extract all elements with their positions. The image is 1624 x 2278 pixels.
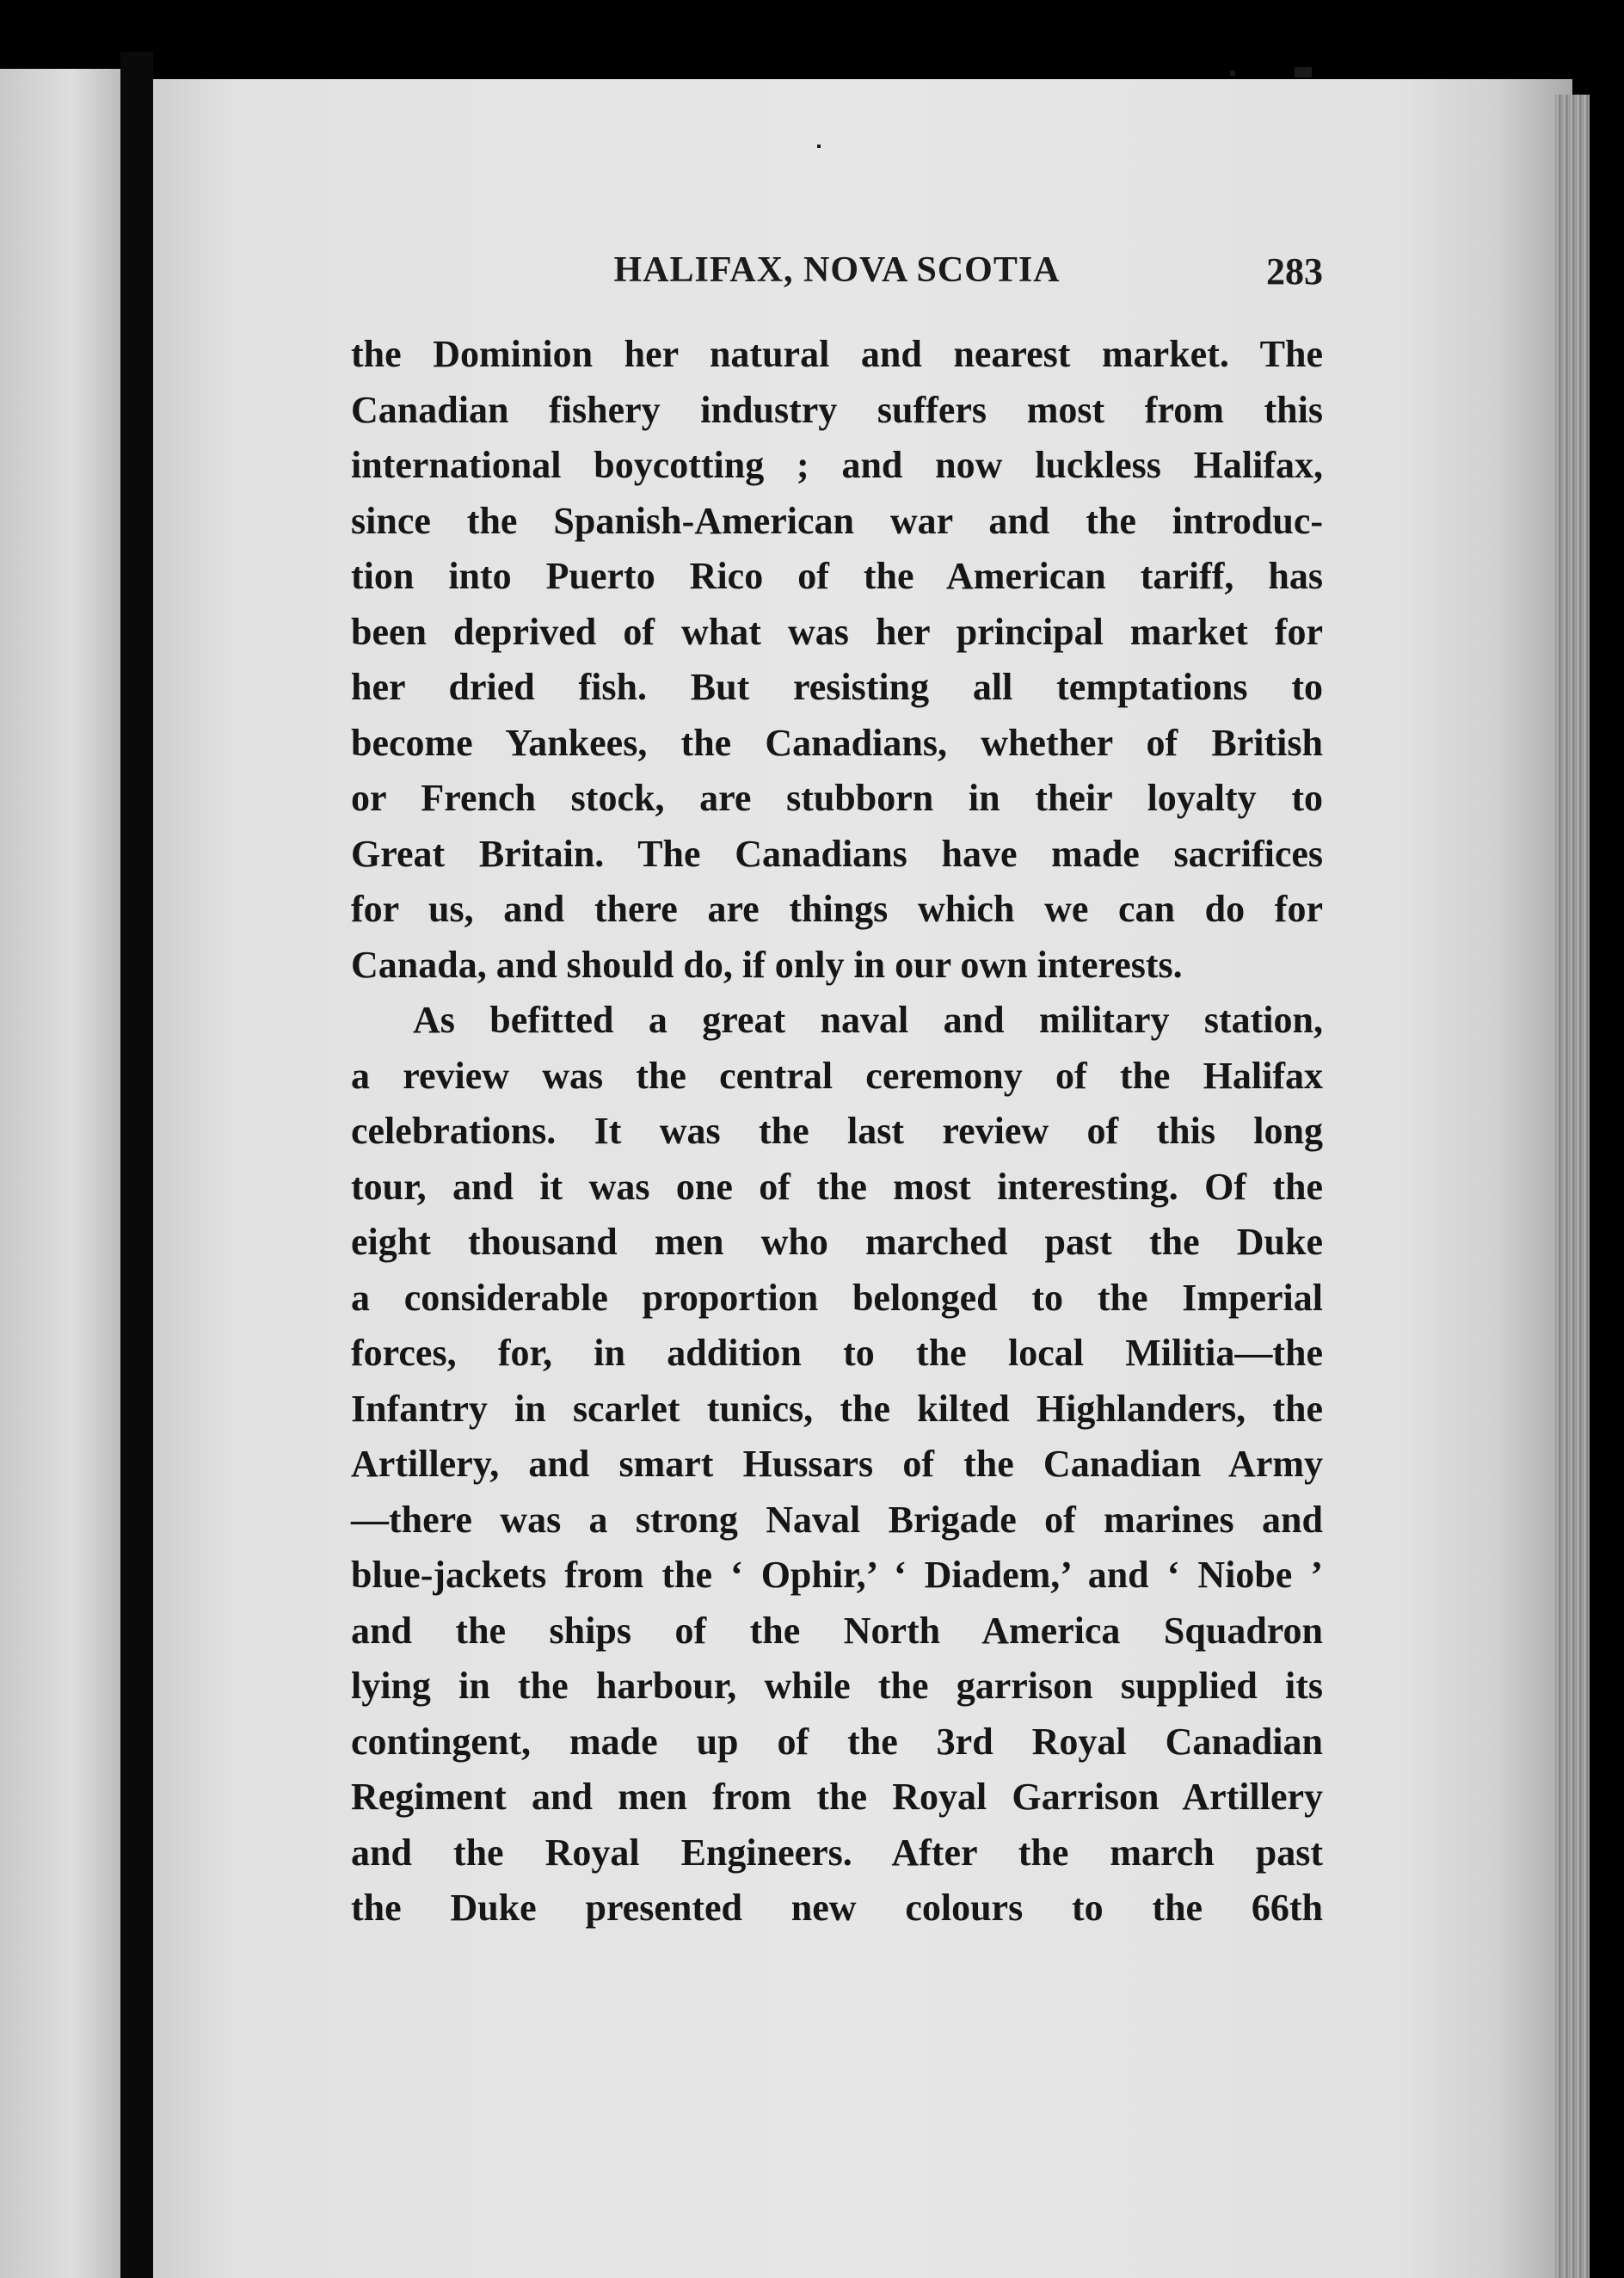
body-text bbox=[351, 327, 1323, 1936]
text-line: contingent, made up of the 3rd Royal Canadian bbox=[351, 1720, 1323, 1763]
text-line: Canadian fishery industry suffers most from this bbox=[351, 388, 1323, 431]
text-line: tour, and it was one of the most interesting. Of the bbox=[351, 1165, 1323, 1208]
text-line: the Dominion her natural and nearest market. The bbox=[351, 333, 1323, 375]
text-line: a review was the central ceremony of the Halifax bbox=[351, 1054, 1323, 1097]
left-page-edge bbox=[0, 69, 120, 2278]
scan-speck bbox=[1230, 71, 1235, 76]
book-gutter bbox=[120, 52, 153, 2278]
page-stack-edge bbox=[1555, 95, 1590, 2278]
text-line: —there was a strong Naval Brigade of marines and bbox=[351, 1498, 1323, 1541]
text-line: her dried fish. But resisting all temptations to bbox=[351, 666, 1323, 708]
text-line: international boycotting ; and now luckless Halifax, bbox=[351, 444, 1323, 486]
text-line: a considerable proportion belonged to the Imperial bbox=[351, 1276, 1323, 1319]
text-line: since the Spanish-American war and the introduc- bbox=[351, 499, 1323, 542]
text-line: Regiment and men from the Royal Garrison Artillery bbox=[351, 1776, 1323, 1818]
text-line: lying in the harbour, while the garrison supplied its bbox=[351, 1665, 1323, 1707]
text-line: Infantry in scarlet tunics, the kilted Highlanders, the bbox=[351, 1387, 1323, 1430]
text-line: been deprived of what was her principal market for bbox=[351, 610, 1323, 653]
text-line: eight thousand men who marched past the Duke bbox=[351, 1221, 1323, 1263]
page-header bbox=[351, 249, 1323, 301]
text-line: tion into Puerto Rico of the American tariff, has bbox=[351, 555, 1323, 597]
text-line: celebrations. It was the last review of this long bbox=[351, 1110, 1323, 1152]
scan-speck bbox=[1295, 67, 1312, 77]
text-line: forces, for, in addition to the local Militia—the bbox=[351, 1332, 1323, 1374]
text-line: the Duke presented new colours to the 66th bbox=[351, 1887, 1323, 1929]
text-line: Great Britain. The Canadians have made sacrifices bbox=[351, 832, 1323, 875]
text-line: Artillery, and smart Hussars of the Canadian Army bbox=[351, 1443, 1323, 1485]
scan-speck bbox=[817, 145, 821, 148]
text-line: or French stock, are stubborn in their loyalty to bbox=[351, 777, 1323, 819]
scan-border bbox=[1590, 0, 1624, 2278]
text-line: blue-jackets from the ‘ Ophir,’ ‘ Diadem,’ and ‘ Niobe ’ bbox=[351, 1554, 1323, 1596]
running-title: HALIFAX, NOVA SCOTIA bbox=[613, 250, 1061, 290]
text-line: become Yankees, the Canadians, whether of British bbox=[351, 721, 1323, 764]
page-number: 283 bbox=[1266, 250, 1323, 292]
text-line: Canada, and should do, if only in our own interests. bbox=[351, 943, 1183, 986]
text-line: and the Royal Engineers. After the march past bbox=[351, 1831, 1323, 1874]
text-line: for us, and there are things which we can do for bbox=[351, 888, 1323, 930]
text-line: As befitted a great naval and military station, bbox=[413, 999, 1323, 1041]
text-line: and the ships of the North America Squadron bbox=[351, 1609, 1323, 1652]
